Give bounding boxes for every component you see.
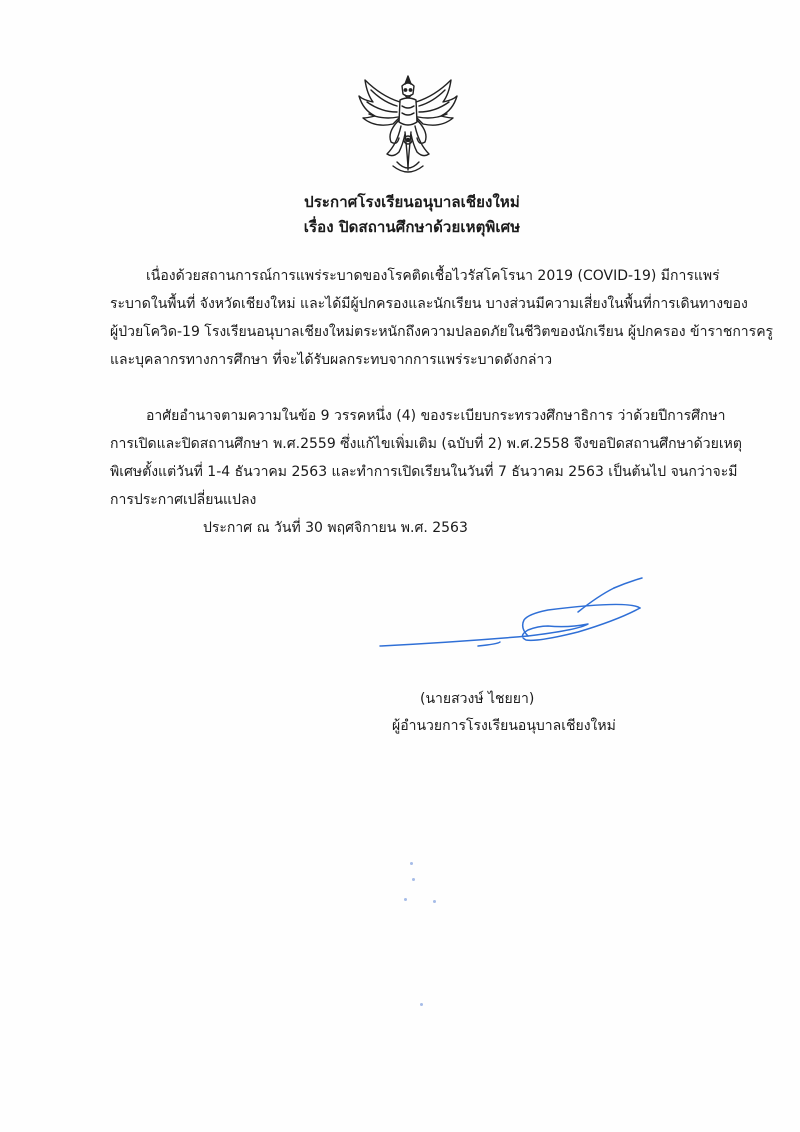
paragraph-line: เนื่องด้วยสถานการณ์การแพร่ระบาดของโรคติดเชื้อไวรัสโคโรนา 2019 (COVID-19) มีการแพร่ [146,268,720,284]
paragraph-line: ผู้ป่วยโควิด-19 โรงเรียนอนุบาลเชียงใหม่ตระหนักถึงความปลอดภัยในชีวิตของนักเรียน ผู้ปกครอง ข้าราชการครู [110,324,774,340]
pen-mark [420,1003,423,1006]
garuda-emblem-icon [353,70,463,180]
paragraph-line: อาศัยอำนาจตามความในข้อ 9 วรรคหนึ่ง (4) ของระเบียบกระทรวงศึกษาธิการ ว่าด้วยปีการศึกษา [146,408,726,424]
paragraph-line: การประกาศเปลี่ยนแปลง [110,492,257,508]
announcement-date: ประกาศ ณ วันที่ 30 พฤศจิกายน พ.ศ. 2563 [203,520,468,536]
paragraph-line: การเปิดและปิดสถานศึกษา พ.ศ.2559 ซึ่งแก้ไขเพิ่มเติม (ฉบับที่ 2) พ.ศ.2558 จึงขอปิดสถานศึกษาด้วยเหตุ [110,436,742,452]
pen-mark [410,862,413,865]
paragraph-line: และบุคลากรทางการศึกษา ที่จะได้รับผลกระทบจากการแพร่ระบาดดังกล่าว [110,352,553,368]
handwritten-signature [378,570,658,660]
paragraph-authority [110,402,742,514]
paragraph-line: พิเศษตั้งแต่วันที่ 1-4 ธันวาคม 2563 และทำการเปิดเรียนในวันที่ 7 ธันวาคม 2563 เป็นต้นไป จนกว่าจะมี [110,464,738,480]
paragraph-line: ระบาดในพื้นที่ จังหวัดเชียงใหม่ และได้มีผู้ปกครองและนักเรียน บางส่วนมีความเสี่ยงในพื้นที่การเดินทางของ [110,296,748,312]
announcement-subject: เรื่อง ปิดสถานศึกษาด้วยเหตุพิเศษ [303,218,521,236]
pen-mark [433,900,436,903]
paragraph-situation [110,262,774,374]
announcement-title: ประกาศโรงเรียนอนุบาลเชียงใหม่ [304,193,520,211]
signer-position: ผู้อำนวยการโรงเรียนอนุบาลเชียงใหม่ [392,718,616,734]
pen-mark [412,878,415,881]
pen-mark [404,898,407,901]
signer-name: (นายสวงษ์ ไชยยา) [420,691,535,707]
